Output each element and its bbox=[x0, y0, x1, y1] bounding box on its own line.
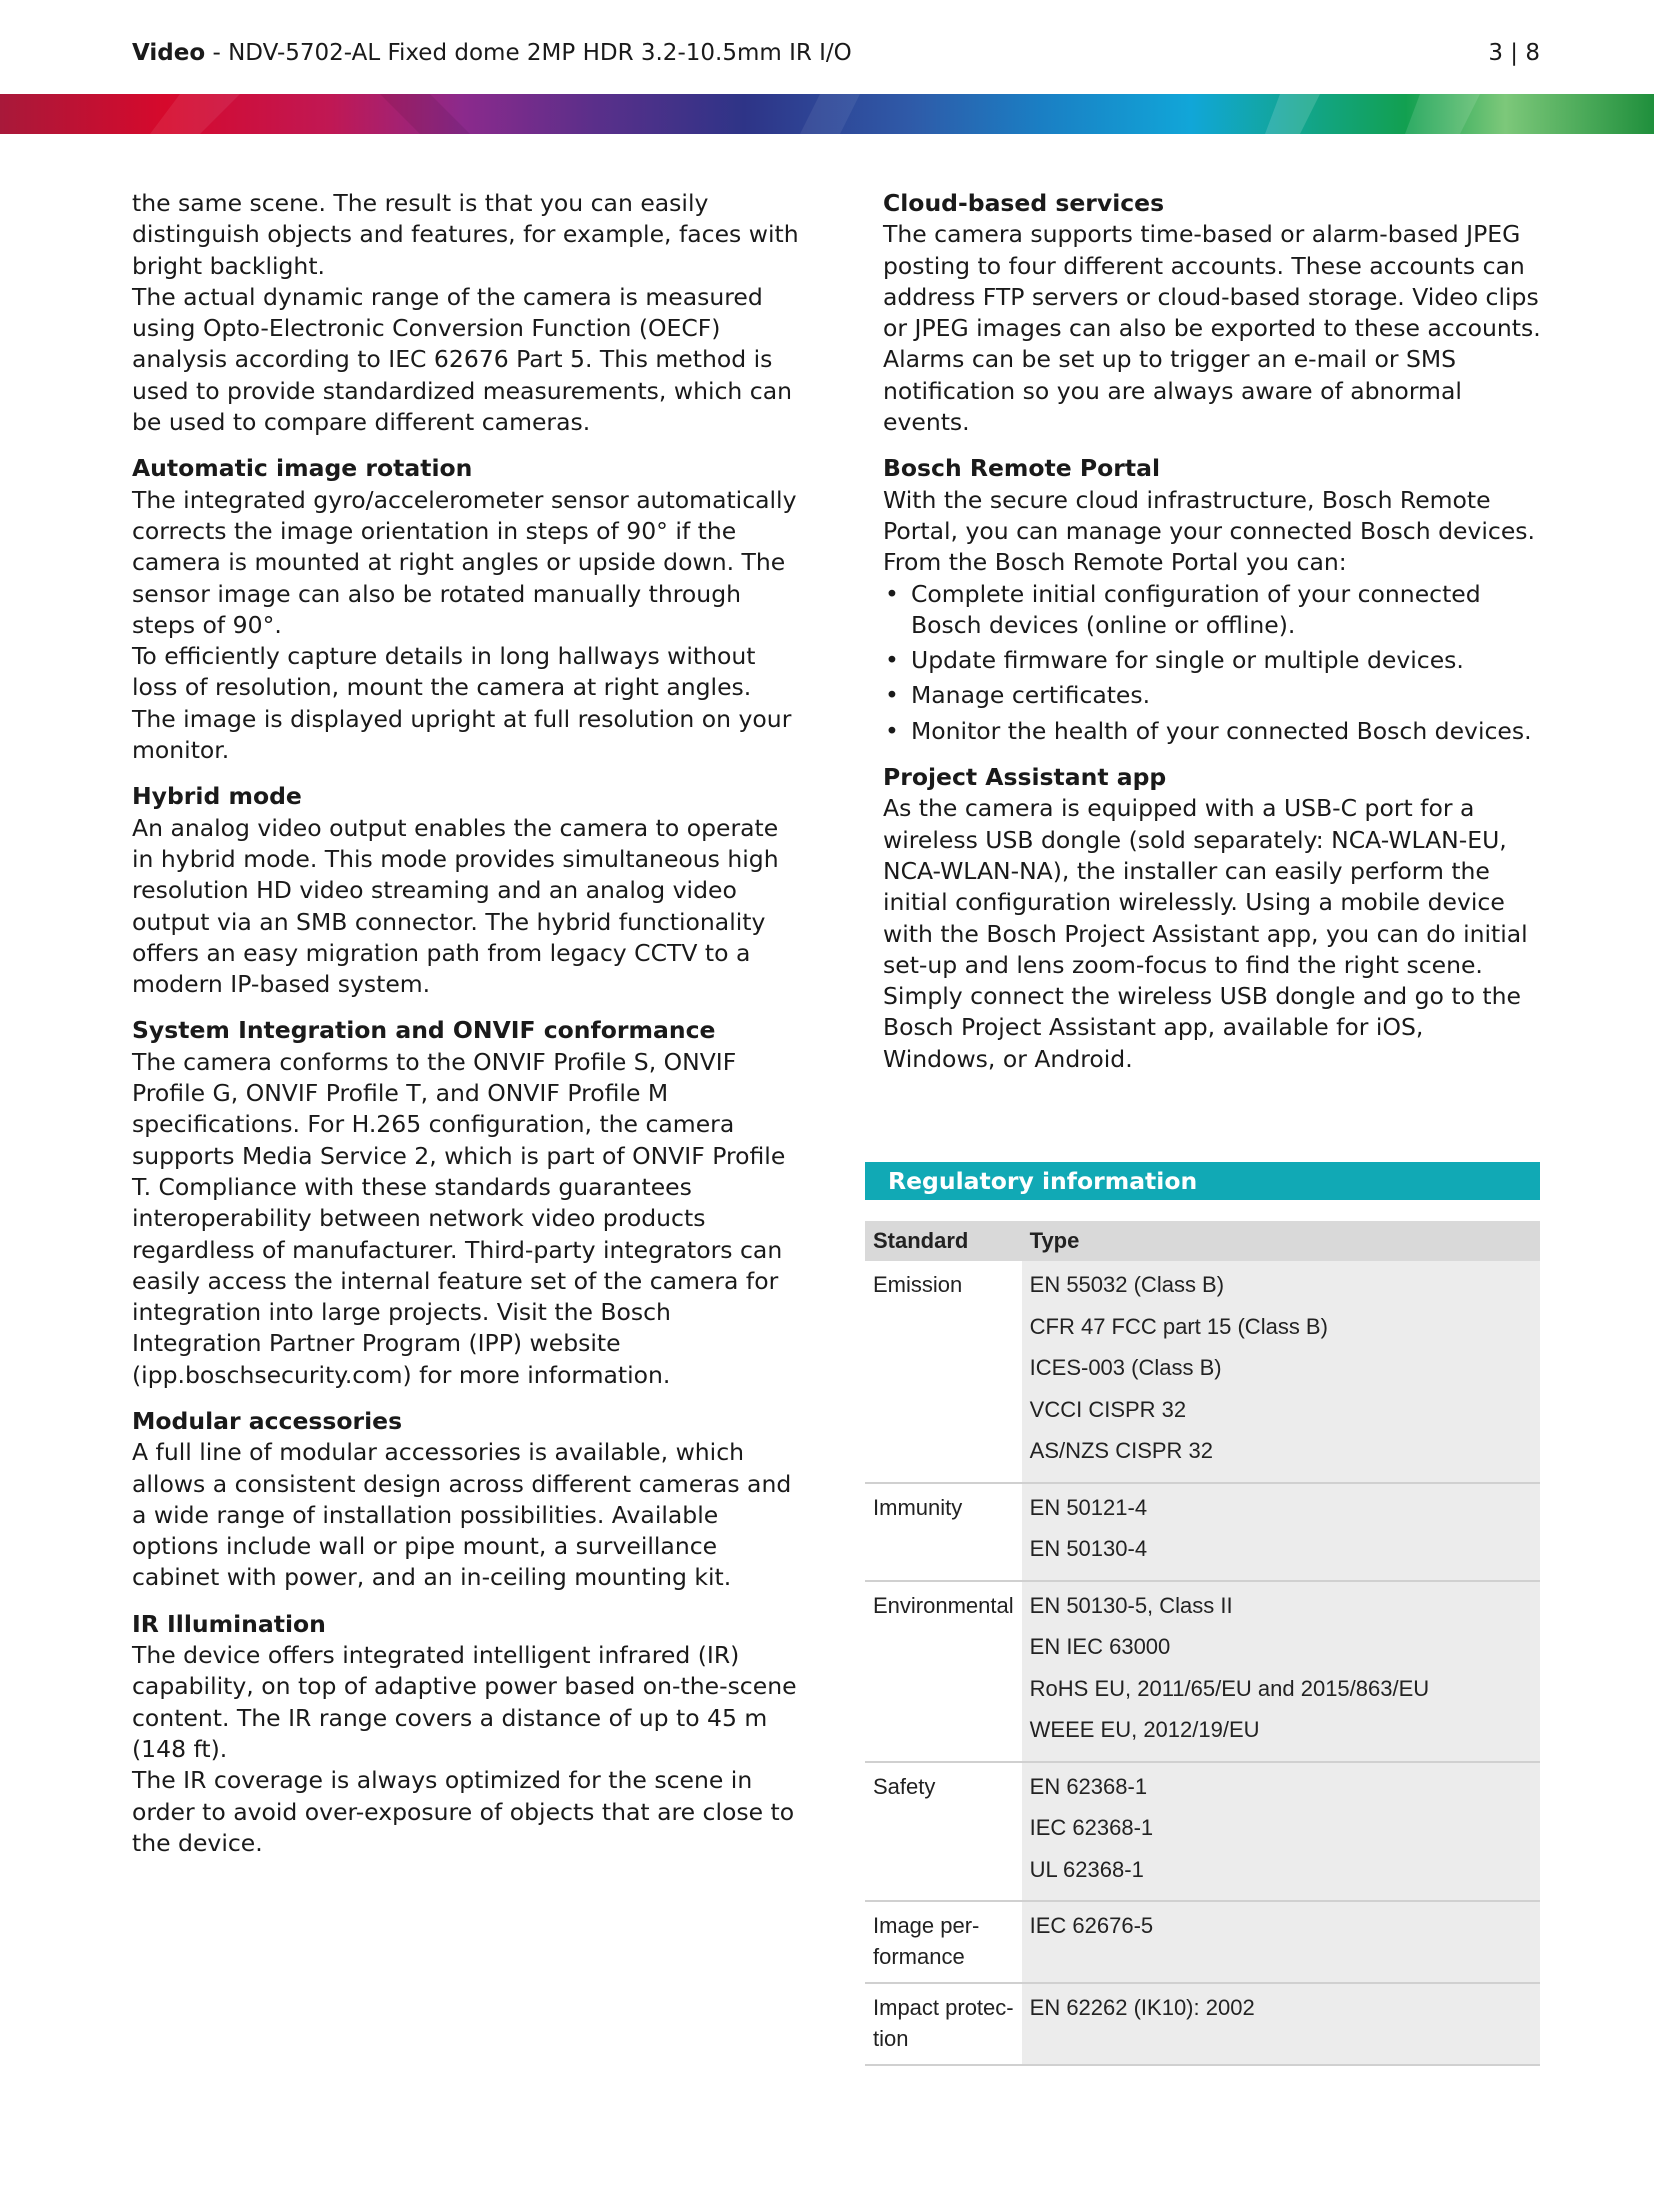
standard-cell bbox=[865, 1983, 1022, 2065]
type-entry: VCCI CISPR 32 bbox=[1029, 1396, 1187, 1422]
left-column bbox=[132, 188, 802, 1874]
section-project-assistant bbox=[883, 762, 1543, 1075]
section-heading: Bosch Remote Portal bbox=[883, 454, 1161, 483]
table-row bbox=[865, 1261, 1540, 1483]
standard-cell bbox=[865, 1261, 1022, 1483]
standard-text: Safety bbox=[873, 1773, 936, 1799]
regulatory-section-header: Regulatory information bbox=[865, 1162, 1540, 1200]
standard-text: Environmental bbox=[873, 1592, 1014, 1618]
type-entry: CFR 47 FCC part 15 (Class B) bbox=[1029, 1313, 1328, 1339]
list-item: • Manage certificates. bbox=[883, 680, 1543, 711]
type-entry: RoHS EU, 2011/65/EU and 2015/863/EU bbox=[1029, 1675, 1430, 1701]
bullet-list bbox=[883, 579, 1543, 747]
regulatory-table-body bbox=[865, 1261, 1540, 2065]
type-entry: EN IEC 63000 bbox=[1029, 1634, 1171, 1659]
table-row bbox=[865, 1483, 1540, 1581]
type-entry: EN 55032 (Class B) bbox=[1029, 1272, 1225, 1297]
section-heading: Project Assistant app bbox=[883, 763, 1167, 792]
paragraph: The camera conforms to the ONVIF Profile S, ONVIF Profile G, ONVIF Profile T, and ONVIF Profile M specifications. For H.265 configuration, the camera supports Media Service 2, which is part of ONVIF Profile T. Compliance with these standards guarantees interoperability between network video products regardless of manufacturer. Third-party integrators can easily access the internal feature set of the camera for integration into large projects. Visit the Bosch Integration Partner Program (IPP) website (ipp.boschsecurity.com) for more information. bbox=[132, 1047, 786, 1389]
list-item: • Update firmware for single or multiple devices. bbox=[883, 645, 1543, 676]
type-entry: EN 62368-1 bbox=[1029, 1773, 1148, 1799]
category-label: Video bbox=[132, 40, 206, 66]
list-item: • Complete initial configuration of your connected Bosch devices (online or offline). bbox=[883, 579, 1543, 642]
bosch-supergraphic-bar bbox=[0, 94, 1654, 134]
standard-text: Immunity bbox=[873, 1494, 963, 1520]
section-onvif bbox=[132, 1015, 802, 1391]
table-row bbox=[865, 1581, 1540, 1762]
type-entry: ICES-003 (Class B) bbox=[1029, 1355, 1222, 1380]
paragraph: The device offers integrated intelligent infrared (IR) capability, on top of adaptive power based on-the-scene content. The IR range covers a distance of up to 45 m (148 ft). bbox=[132, 1641, 797, 1763]
paragraph: To efficiently capture details in long hallways without loss of resolution, mount the camera at right angles. The image is displayed upright at full resolution on your monitor. bbox=[132, 642, 792, 765]
type-cell bbox=[1022, 1901, 1540, 1983]
type-entry: WEEE EU, 2012/19/EU bbox=[1029, 1717, 1260, 1742]
section-dynamic-range bbox=[132, 188, 802, 438]
document-title bbox=[132, 40, 852, 66]
section-heading: Hybrid mode bbox=[132, 782, 302, 811]
section-ir-illumination bbox=[132, 1609, 802, 1859]
section-modular-accessories bbox=[132, 1406, 802, 1594]
standard-cell bbox=[865, 1762, 1022, 1902]
section-image-rotation bbox=[132, 453, 802, 766]
table-header-row bbox=[865, 1221, 1540, 1261]
table-row bbox=[865, 1983, 1540, 2065]
paragraph: The IR coverage is always optimized for the scene in order to avoid over-exposure of objects that are close to the device. bbox=[132, 1766, 795, 1857]
standard-cell bbox=[865, 1581, 1022, 1762]
type-cell bbox=[1022, 1983, 1540, 2065]
section-heading: Cloud-based services bbox=[883, 189, 1165, 217]
standard-text: formance bbox=[873, 1944, 965, 1969]
paragraph: The camera supports time-based or alarm-based JPEG posting to four different accounts. These accounts can address FTP servers or cloud-based storage. Video clips or JPEG images can also be exported to these accounts. bbox=[883, 220, 1541, 343]
paragraph: Alarms can be set up to trigger an e-mail or SMS notification so you are always aware of abnormal events. bbox=[883, 345, 1462, 437]
paragraph: As the camera is equipped with a USB-C port for a wireless USB dongle (sold separately: NCA-WLAN-EU, NCA-WLAN-NA), the installer can easily perform the initial configuration wirelessly. Using a mobile device with the Bosch Project Assistant app, you can do initial set-up and lens zoom-focus to find the right scene. Simply connect the wireless USB dongle and go to the Bosch Project Assistant app, available for iOS, Windows, or Android. bbox=[883, 794, 1528, 1073]
product-title: - NDV-5702-AL Fixed dome 2MP HDR 3.2-10.5mm IR I/O bbox=[205, 40, 852, 66]
type-entry: AS/NZS CISPR 32 bbox=[1029, 1438, 1214, 1463]
type-entry: IEC 62676-5 bbox=[1029, 1913, 1154, 1938]
list-item: • Monitor the health of your connected Bosch devices. bbox=[883, 716, 1543, 747]
page-header bbox=[132, 34, 1540, 72]
standard-text: tion bbox=[873, 2026, 909, 2051]
standard-text: Emission bbox=[873, 1272, 963, 1297]
page-number: 3 | 8 bbox=[1488, 40, 1540, 66]
type-entry: EN 62262 (IK10): 2002 bbox=[1029, 1995, 1255, 2020]
standard-cell bbox=[865, 1901, 1022, 1983]
paragraph: the same scene. The result is that you can easily distinguish objects and features, for example, faces with bright backlight. bbox=[132, 189, 799, 280]
paragraph: The actual dynamic range of the camera is measured using Opto-Electronic Conversion Function (OECF) analysis according to IEC 62676 Part 5. This method is used to provide standardized measurements, which can be used to compare different cameras. bbox=[132, 282, 792, 437]
type-cell bbox=[1022, 1483, 1540, 1581]
right-column bbox=[883, 188, 1543, 1090]
type-entry: EN 50130-5, Class II bbox=[1029, 1592, 1233, 1618]
type-cell bbox=[1022, 1261, 1540, 1483]
section-hybrid-mode bbox=[132, 781, 802, 1000]
standard-text: Image per- bbox=[873, 1913, 980, 1938]
column-header-type: Type bbox=[1022, 1221, 1540, 1261]
paragraph: An analog video output enables the camera to operate in hybrid mode. This mode provides simultaneous high resolution HD video streaming and an analog video output via an SMB connector. The hybrid functionality offers an easy migration path from legacy CCTV to a modern IP-based system. bbox=[132, 813, 779, 999]
type-entry: IEC 62368-1 bbox=[1029, 1815, 1154, 1840]
column-header-standard: Standard bbox=[865, 1221, 1022, 1261]
standard-text: Impact protec- bbox=[873, 1995, 1014, 2020]
section-heading: Modular accessories bbox=[132, 1406, 403, 1435]
section-heading: IR Illumination bbox=[132, 1609, 326, 1638]
table-row bbox=[865, 1901, 1540, 1983]
paragraph: The integrated gyro/accelerometer sensor automatically corrects the image orientation in steps of 90° if the camera is mounted at right angles or upside down. The sensor image can also be rotated manually through steps of 90°. bbox=[132, 485, 797, 639]
section-heading: System Integration and ONVIF conformance bbox=[132, 1016, 716, 1045]
standard-cell bbox=[865, 1483, 1022, 1581]
type-entry: EN 50121-4 bbox=[1029, 1494, 1148, 1520]
type-entry: EN 50130-4 bbox=[1029, 1536, 1148, 1561]
section-heading: Automatic image rotation bbox=[132, 454, 473, 483]
type-cell bbox=[1022, 1581, 1540, 1762]
paragraph: A full line of modular accessories is available, which allows a consistent design across different cameras and a wide range of installation possibilities. Available options include wall or pipe mount, a surveillance cabinet with power, and an in-ceiling mounting kit. bbox=[132, 1438, 792, 1592]
section-remote-portal bbox=[883, 453, 1543, 747]
table-row bbox=[865, 1762, 1540, 1902]
paragraph: With the secure cloud infrastructure, Bosch Remote Portal, you can manage your connected Bosch devices. From the Bosch Remote Portal you can: bbox=[883, 485, 1535, 577]
regulatory-table bbox=[865, 1221, 1540, 2066]
type-cell bbox=[1022, 1762, 1540, 1902]
type-entry: UL 62368-1 bbox=[1029, 1856, 1144, 1882]
section-cloud-services bbox=[883, 188, 1543, 438]
